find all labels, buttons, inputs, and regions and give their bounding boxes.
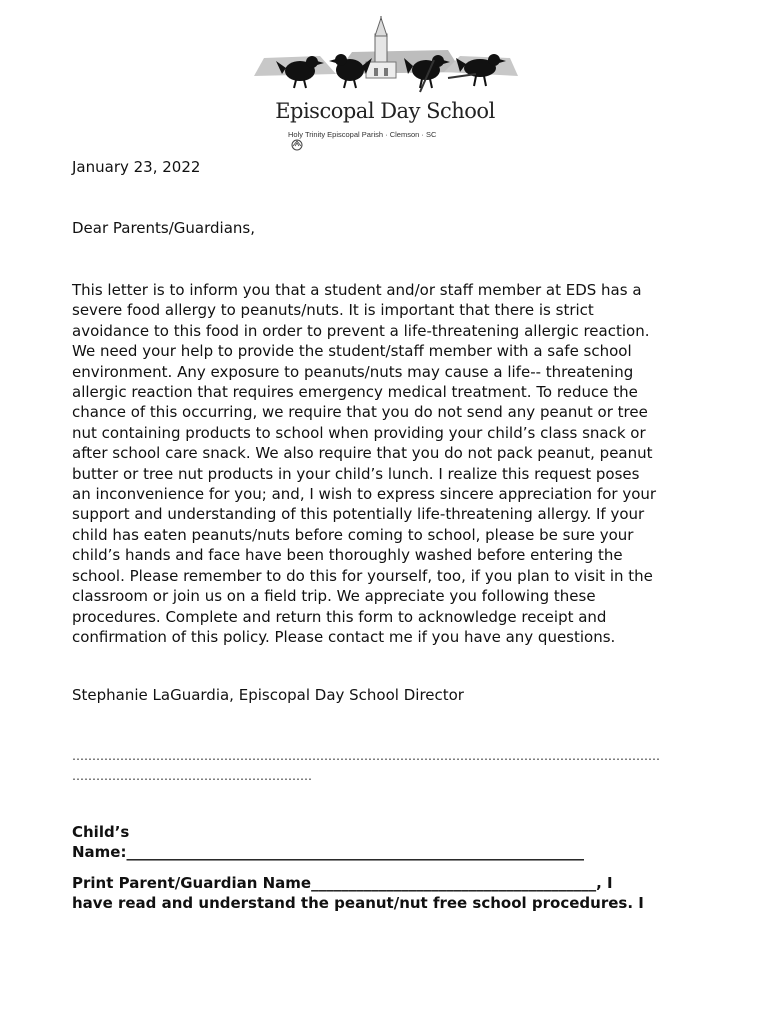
letter-body — [72, 280, 712, 647]
letter-date: January 23, 2022 — [72, 158, 201, 176]
body-line: procedures. Complete and return this form to acknowledge receipt and — [72, 607, 607, 626]
body-line: school. Please remember to do this for yourself, too, if you plan to visit in the — [72, 566, 653, 585]
shell-icon — [291, 139, 303, 151]
body-line: child has eaten peanuts/nuts before coming to school, please be sure your — [72, 525, 634, 544]
body-line: environment. Any exposure to peanuts/nuts may cause a life-- threatening — [72, 362, 634, 381]
logo-graphic — [248, 16, 522, 96]
logo-subtitle-text: Holy Trinity Episcopal Parish · Clemson · SC — [288, 130, 437, 139]
logo-window-2 — [384, 68, 388, 76]
body-line: support and understanding of this potentially life-threatening allergy. If your — [72, 505, 645, 524]
logo-church-body — [366, 62, 396, 78]
body-line: classroom or join us on a field trip. We appreciate you following these — [72, 587, 596, 606]
logo-school-name: Episcopal Day School — [275, 99, 495, 123]
body-line: after school care snack. We also require that you do not pack peanut, peanut — [72, 444, 653, 463]
body-line: nut containing products to school when providing your child’s class snack or — [72, 423, 646, 442]
body-line: avoidance to this food in order to prevent a life-threatening allergic reaction. — [72, 321, 650, 340]
logo-steeple-spire — [375, 18, 387, 36]
acknowledgement-line: have read and understand the peanut/nut free school procedures. I — [72, 894, 644, 913]
body-line: severe food allergy to peanuts/nuts. It is important that there is strict — [72, 301, 594, 320]
body-line: confirmation of this policy. Please contact me if you have any questions. — [72, 627, 616, 646]
parent-name-line[interactable]: Print Parent/Guardian Name______________________________________, I — [72, 874, 613, 892]
body-line: an inconvenience for you; and, I wish to express sincere appreciation for your — [72, 485, 657, 504]
body-line: allergic reaction that requires emergency medical treatment. To reduce the — [72, 383, 638, 402]
child-name-label-2[interactable]: Name:_____________________________________________________________ — [72, 843, 584, 862]
body-line: butter or tree nut products in your child’s lunch. I realize this request poses — [72, 464, 640, 483]
logo-subtitle — [288, 130, 436, 151]
separator-line-2: …………………………………………………… — [72, 769, 312, 783]
body-line: We need your help to provide the student/staff member with a safe school — [72, 342, 632, 361]
logo-window-1 — [374, 68, 378, 76]
separator-line-1: ………………………………………………………………………………………………………………………………… — [72, 749, 660, 763]
body-line: This letter is to inform you that a student and/or staff member at EDS has a — [72, 281, 642, 299]
letter-salutation: Dear Parents/Guardians, — [72, 219, 255, 237]
child-name-label-1: Child’s — [72, 823, 130, 841]
school-logo — [248, 16, 522, 148]
child-name-field[interactable] — [72, 822, 584, 863]
parent-acknowledgement[interactable] — [72, 873, 644, 914]
body-line: chance of this occurring, we require that you do not send any peanut or tree — [72, 403, 648, 422]
letter-signoff: Stephanie LaGuardia, Episcopal Day School Director — [72, 686, 464, 704]
body-line: child’s hands and face have been thoroughly washed before entering the — [72, 546, 623, 565]
cut-line-separator — [72, 746, 660, 786]
